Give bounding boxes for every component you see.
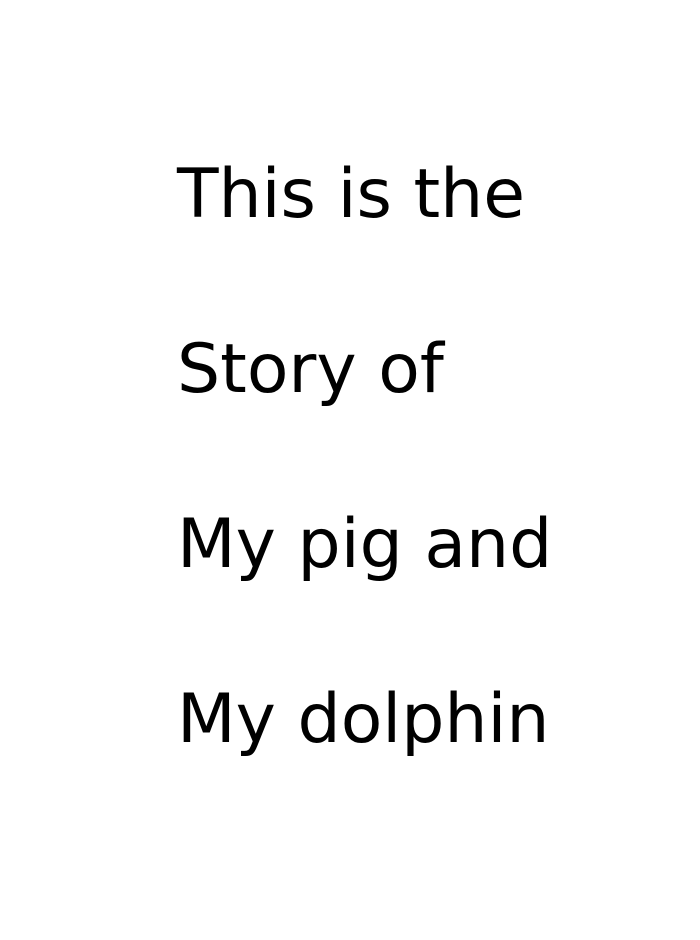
text-line-1: This is the: [177, 155, 526, 234]
text-line-3: My pig and: [177, 505, 553, 584]
text-line-4: My dolphin: [177, 680, 550, 759]
text-line-2: Story of: [177, 330, 444, 409]
